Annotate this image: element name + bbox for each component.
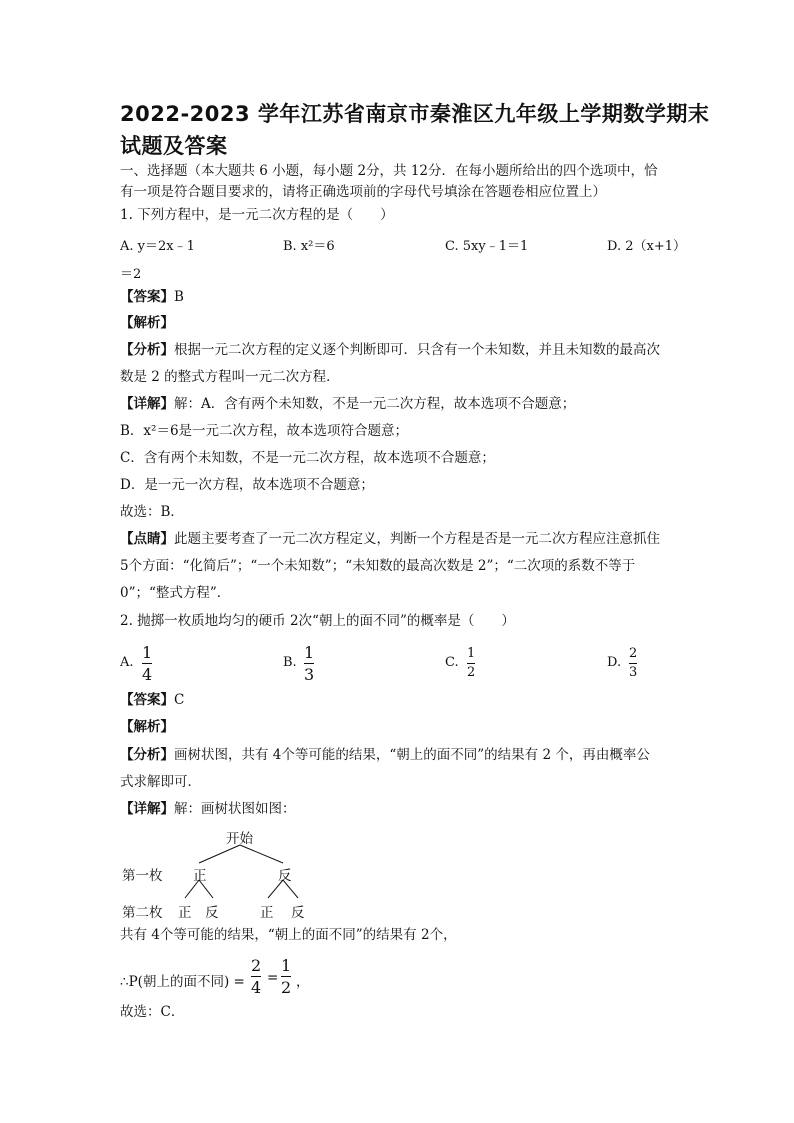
numerator: 1 (281, 956, 292, 975)
q2-stem: 2. 抛掷一枚质地均匀的硬币 2次“朝上的面不同”的概率是（ ） (120, 613, 515, 629)
title-line-1: 2022-2023 学年江苏省南京市秦淮区九年级上学期数学期末 (120, 102, 710, 126)
q2-result-line: 共有 4个等可能的结果，“朝上的面不同”的结果有 2个， (120, 927, 457, 943)
q2-formula-fraction-2 (281, 956, 291, 997)
tree-node-heads: 正 (193, 868, 207, 884)
q1-conclusion: 故选：B． (120, 504, 184, 520)
q1-detail-line-2: B．x²＝6是一元二次方程，故本选项符合题意； (120, 423, 409, 439)
q2-option-d-letter: D. (607, 655, 622, 670)
q1-fenxi-text-1: 根据一元二次方程的定义逐个判断即可．只含有一个未知数，并且未知数的最高次 (174, 342, 660, 358)
q1-option-d: D. 2（x+1） (607, 239, 686, 254)
tree-level2-label: 第二枚 (122, 905, 163, 921)
q2-answer-value: C (174, 692, 185, 708)
q1-option-b: B. x²＝6 (283, 239, 335, 254)
q2-conclusion: 故选：C． (120, 1004, 185, 1020)
denominator: 3 (304, 665, 315, 684)
fenxi-tag: 【分析】 (120, 747, 174, 763)
q2-option-b-letter: B. (283, 655, 297, 670)
fenxi-tag: 【分析】 (120, 342, 174, 358)
comment-tag: 【点睛】 (120, 531, 174, 547)
q2-formula-comma: ， (296, 974, 310, 990)
denominator: 2 (281, 978, 292, 997)
denominator: 3 (629, 665, 638, 680)
answer-tag: 【答案】 (120, 289, 174, 305)
section-header-line-1: 一、选择题（本大题共 6 小题，每小题 2分，共 12分．在每小题所给出的四个选项中，恰 (120, 163, 658, 179)
q1-comment-text-1: 此题主要考查了一元二次方程定义，判断一个方程是否是一元二次方程应注意抓住 (174, 531, 660, 547)
denominator: 2 (467, 665, 476, 680)
tree-leaf-1: 正 (178, 905, 192, 921)
q1-fenxi-line-2: 数是 2 的整式方程叫一元二次方程． (120, 369, 340, 385)
q1-stem: 1. 下列方程中，是一元二次方程的是（ ） (120, 207, 394, 223)
answer-tag: 【答案】 (120, 692, 174, 708)
q2-fenxi-line-2: 式求解即可． (120, 774, 201, 790)
numerator: 2 (251, 956, 262, 975)
q2-fenxi-text-1: 画树状图，共有 4个等可能的结果，“朝上的面不同”的结果有 2 个，再由概率公 (174, 747, 650, 763)
detail-tag: 【详解】 (120, 396, 174, 412)
title-line-2: 试题及答案 (120, 134, 228, 158)
numerator: 1 (304, 643, 315, 662)
q2-formula-prefix: ∴P(朝上的面不同) = (120, 974, 245, 990)
q1-detail-line-3: C．含有两个未知数，不是一元二次方程，故本选项不合题意； (120, 450, 495, 466)
denominator: 4 (251, 978, 262, 997)
q2-option-a-letter: A. (120, 655, 134, 670)
q1-option-d-continued: ＝2 (120, 267, 142, 282)
tree-leaf-2: 反 (205, 905, 219, 921)
q1-answer-value: B (174, 289, 184, 305)
q1-detail-line-4: D．是一元一次方程，故本选项不合题意； (120, 477, 374, 493)
tree-level1-label: 第一枚 (122, 868, 163, 884)
denominator: 4 (142, 665, 153, 684)
tree-leaf-4: 反 (291, 905, 305, 921)
q2-formula-equals: = (267, 970, 279, 986)
numerator: 1 (467, 646, 476, 661)
q1-option-a: A. y＝2x﹣1 (120, 239, 195, 254)
q1-analysis-tag: 【解析】 (120, 315, 174, 331)
q2-formula-fraction-1 (251, 956, 261, 997)
q1-detail-text-1: 解：A．含有两个未知数，不是一元二次方程，故本选项不合题意； (174, 396, 576, 412)
q1-comment-line-3: 0”；“整式方程”． (120, 585, 231, 601)
section-header-line-2: 有一项是符合题目要求的，请将正确选项前的字母代号填涂在答题卷相应位置上） (120, 184, 606, 200)
tree-leaf-3: 正 (260, 905, 274, 921)
detail-tag: 【详解】 (120, 801, 174, 817)
q2-analysis-tag: 【解析】 (120, 719, 174, 735)
q1-option-c: C. 5xy﹣1＝1 (445, 239, 529, 254)
q2-detail-text-1: 解：画树状图如图： (174, 801, 296, 817)
q2-option-c-letter: C. (445, 655, 459, 670)
q1-comment-line-2: 5个方面：“化简后”；“一个未知数”；“未知数的最高次数是 2”；“二次项的系数不等于 (120, 558, 636, 574)
tree-node-tails: 反 (278, 868, 292, 884)
numerator: 2 (629, 646, 638, 661)
tree-root-label: 开始 (226, 831, 253, 847)
numerator: 1 (142, 643, 153, 662)
